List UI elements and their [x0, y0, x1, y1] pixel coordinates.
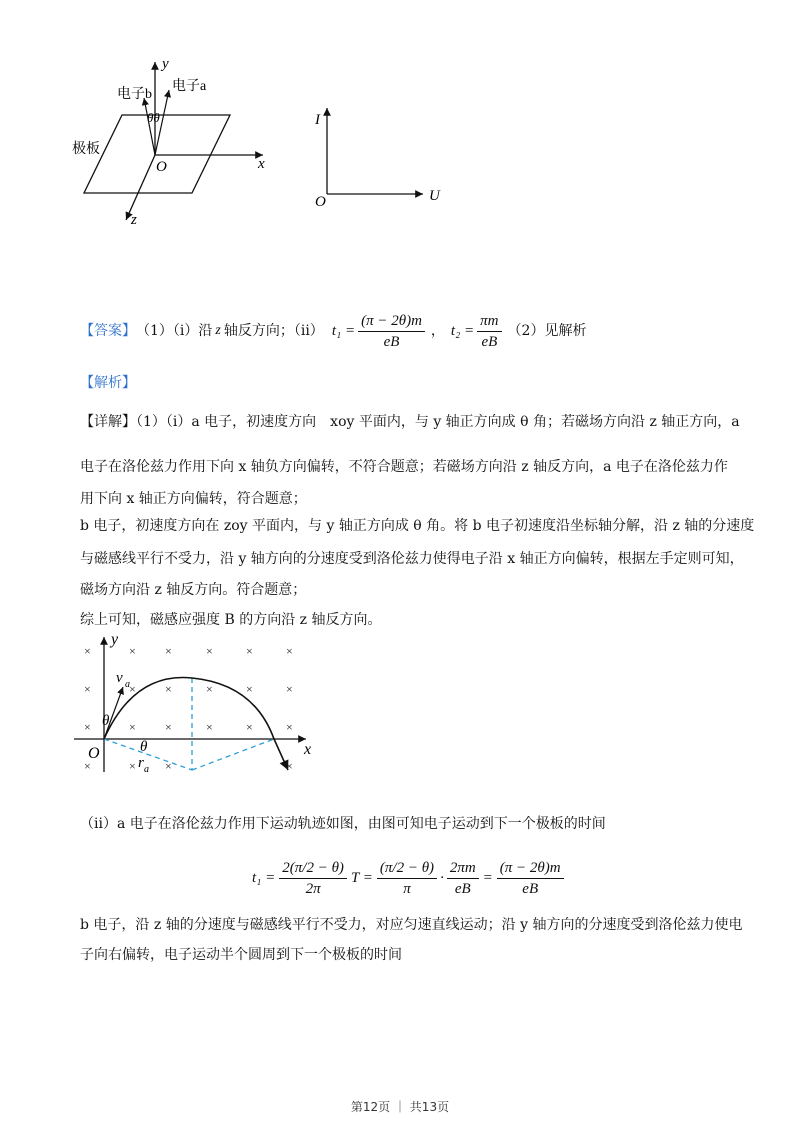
eq-f1-num: 2(π/2 − θ) — [279, 858, 347, 879]
answer-t1-denominator: eB — [383, 333, 400, 350]
answer-t2-fraction — [477, 311, 501, 352]
fig1-origin-label: O — [156, 159, 167, 175]
field-cross: × — [165, 644, 172, 658]
fig3-x-label: x — [304, 741, 312, 758]
field-cross: × — [165, 720, 172, 734]
answer-tag: 【答案】 — [80, 323, 136, 339]
iu-axes-figure — [305, 100, 455, 220]
eq-f4-den: eB — [522, 880, 539, 897]
analysis-tag: 【解析】 — [80, 375, 136, 391]
fig2-i-label: I — [315, 112, 320, 128]
field-cross: × — [246, 720, 253, 734]
field-cross: × — [129, 644, 136, 658]
answer-z: z — [215, 323, 221, 338]
answer-part2: （2）见解析 — [507, 323, 587, 339]
field-cross: × — [246, 644, 253, 658]
eq-fraction-2 — [377, 858, 437, 899]
answer-t2-numerator: πm — [477, 311, 501, 332]
plate-label: 极板 — [72, 142, 100, 157]
explanation-line-1: 【详解】（1）（i）a 电子，初速度方向 xoy 平面内，与 y 轴正方向成 θ 角；若磁场方向沿 z 轴正方向，a — [80, 414, 740, 430]
field-cross: × — [84, 759, 91, 773]
field-cross: × — [286, 682, 293, 696]
eq-f2-num: (π/2 − θ) — [377, 858, 437, 879]
explanation-line-3: 用下向 x 轴正方向偏转，符合题意； — [80, 491, 307, 507]
eq-f1-den: 2π — [305, 880, 321, 897]
fig3-va-subscript: a — [125, 679, 130, 690]
answer-part1b: 轴反方向；（ii） — [223, 323, 324, 339]
fig2-origin-label: O — [315, 194, 326, 210]
eq-f4-num: (π − 2θ)m — [497, 858, 564, 879]
answer-t1-fraction — [358, 311, 425, 352]
field-cross: × — [246, 682, 253, 696]
fig3-ra-subscript: a — [144, 764, 149, 775]
eq-fraction-1 — [279, 858, 347, 899]
part-ii-paragraph: （ii）a 电子在洛伦兹力作用下运动轨迹如图，由图可知电子运动到下一个极板的时间 — [80, 816, 606, 832]
eq-t: T = — [350, 869, 373, 886]
explanation-line-7: 综上可知，磁感应强度 B 的方向沿 z 轴反方向。 — [80, 612, 382, 628]
answer-t1-lhs: t₁ = — [331, 323, 356, 339]
field-cross: × — [165, 759, 172, 773]
fig3-theta-top: θ — [102, 713, 110, 729]
eq-f2-den: π — [403, 880, 411, 897]
eq-f3-den: eB — [454, 880, 471, 897]
eq-equals: = — [482, 869, 493, 886]
plate-axes-figure — [60, 50, 290, 235]
field-cross: × — [206, 720, 213, 734]
answer-t1-numerator: (π − 2θ)m — [358, 311, 425, 332]
fig3-y-label: y — [111, 632, 119, 648]
eq-fraction-4 — [497, 858, 564, 899]
field-cross: × — [129, 682, 136, 696]
plate-shape — [84, 115, 230, 193]
eq-fraction-3 — [447, 858, 479, 899]
answer-part1: （1）（i）沿 — [136, 323, 213, 339]
field-cross: × — [84, 720, 91, 734]
eq-f3-num: 2πm — [447, 858, 479, 879]
explanation-line-2: 电子在洛伦兹力作用下向 x 轴负方向偏转，不符合题意；若磁场方向沿 z 轴反方向，a 电子在洛伦兹力作 — [80, 459, 728, 475]
eq-dot: · — [440, 869, 444, 886]
explanation-line-5: 与磁感线平行不受力，沿 y 轴方向的分速度受到洛伦兹力使得电子沿 x 轴正方向偏转，根据左手定则可知， — [80, 551, 744, 567]
fig1-theta-label: θθ — [147, 110, 160, 125]
electron-a-label: 电子a — [172, 79, 207, 94]
field-cross: × — [165, 682, 172, 696]
fig1-x-label: x — [258, 156, 265, 172]
field-cross: × — [286, 720, 293, 734]
field-cross: × — [84, 644, 91, 658]
field-cross: × — [129, 720, 136, 734]
explanation-line-6: 磁场方向沿 z 轴反方向。符合题意； — [80, 582, 307, 598]
answer-t2-lhs: t₂ = — [450, 323, 475, 339]
field-cross: × — [84, 682, 91, 696]
fig1-y-label: y — [162, 56, 169, 72]
fig3-theta-bottom: θ — [140, 739, 148, 755]
part-b-line-2: 子向右偏转，电子运动半个圆周到下一个极板的时间 — [80, 947, 402, 963]
fig1-z-label: z — [131, 212, 137, 228]
answer-t2-denominator: eB — [481, 333, 498, 350]
fig3-v-label: v — [116, 670, 123, 686]
part-b-line-1: b 电子，沿 z 轴的分速度与磁感线平行不受力，对应匀速直线运动；沿 y 轴方向的分速度受到洛伦兹力使电 — [80, 917, 743, 933]
field-cross: × — [286, 759, 293, 773]
explanation-line-4: b 电子，初速度方向在 zoy 平面内，与 y 轴正方向成 θ 角。将 b 电子初速度沿坐标轴分解，沿 z 轴的分速度 — [80, 518, 755, 534]
answer-line — [80, 305, 586, 357]
fig3-r-label: r — [138, 755, 144, 771]
fig3-origin-label: O — [88, 745, 100, 762]
electron-b-label: 电子b — [117, 87, 152, 102]
page-footer: 第12页 ｜ 共13页 — [350, 1100, 450, 1114]
field-cross: × — [206, 682, 213, 696]
field-cross: × — [286, 644, 293, 658]
time-equation — [252, 850, 564, 906]
fig2-u-label: U — [429, 188, 440, 204]
trajectory-figure — [74, 632, 324, 782]
field-cross: × — [206, 644, 213, 658]
eq-lhs: t₁ = — [252, 869, 276, 886]
field-cross: × — [129, 759, 136, 773]
answer-comma: ， — [430, 323, 445, 339]
